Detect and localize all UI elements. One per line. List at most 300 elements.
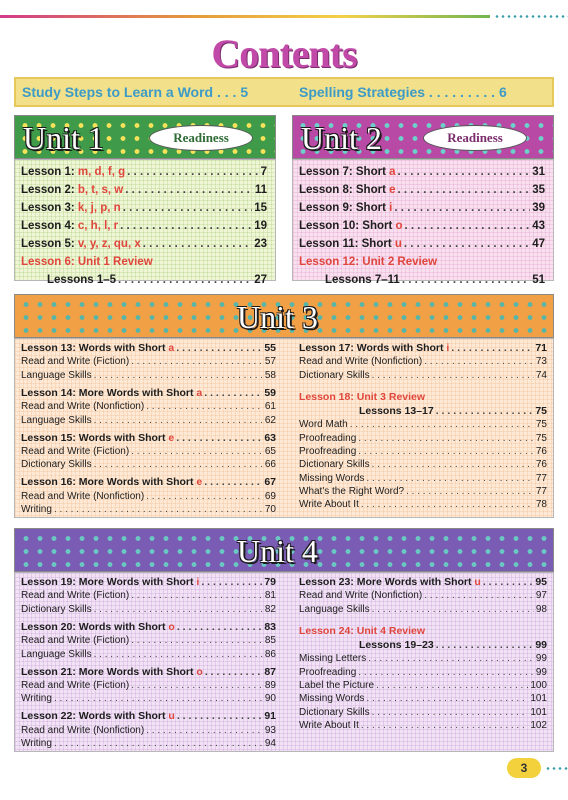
unit3-activity-row-text: Language Skills xyxy=(21,414,92,426)
unit3-activity-row[interactable] xyxy=(299,418,547,431)
unit-2-title: Unit 2 xyxy=(301,120,382,156)
unit2-lesson-row-page: 47 xyxy=(532,238,545,250)
unit2-lesson-row-page: 39 xyxy=(532,202,545,214)
unit3-activity-row-text: Read and Write (Nonfiction) xyxy=(21,490,145,502)
unit2-lesson-row-highlight: a xyxy=(389,166,396,178)
unit4-lesson-row-highlight: u xyxy=(168,710,175,723)
unit3-activity-row-page: 62 xyxy=(264,414,276,426)
unit3-activity-row-leader xyxy=(131,355,263,368)
unit4-lesson-row-page: 79 xyxy=(264,576,276,588)
unit1-lesson-row[interactable] xyxy=(21,163,267,181)
unit3-activity-row[interactable] xyxy=(21,445,276,458)
unit2-lesson-row-label xyxy=(299,235,402,253)
unit4-activity-row[interactable] xyxy=(299,692,547,705)
unit4-lesson-row-highlight: u xyxy=(474,576,481,588)
unit1-lesson-row-highlight: m, d, f, g xyxy=(77,166,126,178)
unit4-activity-row-leader xyxy=(424,589,534,602)
study-steps-entry[interactable]: Study Steps to Learn a Word . . . 5 xyxy=(22,84,249,100)
unit4-activity-row-page: 99 xyxy=(535,653,547,665)
unit3-activity-row-page: 73 xyxy=(535,356,547,368)
unit4-activity-row-label xyxy=(299,589,422,602)
unit1-lesson-row-text: Lesson 4: xyxy=(21,220,78,232)
unit4-lesson-row-highlight: i xyxy=(196,576,200,588)
unit4-lesson-row-page: 95 xyxy=(535,576,547,588)
unit4-activity-row[interactable] xyxy=(21,589,276,602)
unit4-lesson-row-highlight: o xyxy=(168,620,175,633)
unit4-activity-row-page: 82 xyxy=(264,603,276,615)
unit4-activity-row-leader xyxy=(368,652,534,665)
unit2-lesson-row-label xyxy=(299,217,403,235)
unit3-activity-row-label xyxy=(21,400,144,413)
unit4-activity-row-page: 102 xyxy=(530,720,547,732)
unit4-activity-row-text: Label the Picture xyxy=(299,679,375,691)
unit3-lesson-row-label xyxy=(21,342,174,355)
unit3-activity-row-text: Writing xyxy=(21,504,52,516)
unit2-lesson-row-text: Lesson 9: Short xyxy=(299,202,390,214)
unit4-activity-row-label xyxy=(299,603,370,616)
unit4-activity-row-leader xyxy=(54,737,263,750)
unit2-lesson-row[interactable] xyxy=(299,217,545,235)
unit1-lesson-row-text: Lesson 3: xyxy=(21,202,78,214)
unit4-activity-row-label xyxy=(21,679,129,692)
unit4-review-row[interactable] xyxy=(299,625,547,638)
unit3-review-row-label xyxy=(299,391,425,404)
unit-4-title: Unit 4 xyxy=(237,533,318,569)
unit4-activity-row-label xyxy=(21,737,52,750)
unit3-activity-row-leader xyxy=(146,400,263,413)
unit4-activity-row-label xyxy=(299,666,356,679)
unit4-activity-row[interactable] xyxy=(299,652,547,665)
unit4-activity-row-page: 93 xyxy=(264,724,276,736)
unit1-lesson-row[interactable] xyxy=(21,217,267,235)
unit4-lesson-row-page: 87 xyxy=(264,665,276,678)
unit4-activity-row[interactable] xyxy=(21,692,276,705)
unit3-activity-row-label xyxy=(299,485,404,498)
unit4-activity-row-text: Read and Write (Fiction) xyxy=(21,635,130,647)
unit-2-lessons xyxy=(299,163,545,289)
unit3-activity-row-label xyxy=(299,355,422,368)
unit4-activity-row[interactable] xyxy=(21,737,276,750)
unit-4-left-column xyxy=(21,576,276,750)
unit3-activity-row[interactable] xyxy=(299,432,547,445)
unit4-review-lessons-row[interactable] xyxy=(299,639,547,652)
unit4-activity-row-leader xyxy=(54,692,263,705)
unit1-lesson-row-leader xyxy=(143,235,252,253)
unit3-lesson-row-text: Lesson 14: More Words with Short xyxy=(21,386,197,399)
unit3-lesson-row-page: 63 xyxy=(264,431,276,444)
unit4-activity-row-label xyxy=(21,692,52,705)
unit4-activity-row-text: Missing Letters xyxy=(299,653,367,665)
unit2-lesson-row-leader xyxy=(398,163,531,181)
unit4-review-lessons-text: Lessons 19–23 xyxy=(359,638,434,651)
unit3-activity-row[interactable] xyxy=(299,355,547,368)
unit3-activity-row-text: Write About It xyxy=(299,499,359,511)
unit4-lesson-row[interactable] xyxy=(21,710,276,723)
unit4-activity-row-page: 100 xyxy=(530,679,547,691)
unit2-review-lessons-row[interactable] xyxy=(299,271,545,289)
unit-4-right-column xyxy=(299,576,547,732)
unit2-lesson-row-label xyxy=(299,199,392,217)
unit3-activity-row-label xyxy=(21,414,92,427)
unit4-activity-row[interactable] xyxy=(299,589,547,602)
unit-1-header xyxy=(14,115,276,159)
unit1-lesson-row-page: 15 xyxy=(254,202,267,214)
unit3-activity-row[interactable] xyxy=(21,369,276,382)
unit3-activity-row-page: 65 xyxy=(264,445,276,457)
unit-3-panel xyxy=(14,338,554,518)
unit3-activity-row-label xyxy=(21,458,92,471)
unit1-lesson-row-leader xyxy=(127,163,258,181)
unit3-lesson-row-highlight: e xyxy=(196,476,203,489)
unit3-lesson-row[interactable] xyxy=(299,342,547,355)
unit2-lesson-row[interactable] xyxy=(299,163,545,181)
unit2-review-row[interactable] xyxy=(299,253,545,271)
unit3-activity-row[interactable] xyxy=(299,369,547,382)
unit3-lesson-row-page: 71 xyxy=(535,342,547,354)
unit4-activity-row-label xyxy=(299,706,370,719)
unit4-activity-row-leader xyxy=(361,719,528,732)
unit3-activity-row-text: Dictionary Skills xyxy=(299,459,370,471)
unit4-activity-row-page: 99 xyxy=(535,666,547,678)
unit4-activity-row[interactable] xyxy=(21,679,276,692)
unit3-review-lessons-text: Lessons 13–17 xyxy=(359,404,434,417)
unit4-lesson-row[interactable] xyxy=(21,666,276,679)
unit3-activity-row-label xyxy=(299,498,359,511)
unit2-lesson-row-text: Lesson 11: Short xyxy=(299,238,395,250)
unit3-activity-row[interactable] xyxy=(21,355,276,368)
unit4-activity-row-page: 101 xyxy=(530,693,547,705)
unit-3-left-column xyxy=(21,342,276,516)
unit3-activity-row-page: 76 xyxy=(535,459,547,471)
unit3-activity-row-leader xyxy=(372,458,534,471)
unit-1-title: Unit 1 xyxy=(23,120,104,156)
unit2-review-lessons-leader xyxy=(402,271,530,289)
unit-1-readiness-badge: Readiness xyxy=(149,125,253,151)
unit2-review-lessons-text: Lessons 7–11 xyxy=(325,274,400,286)
unit3-lesson-row-page: 67 xyxy=(264,476,276,489)
unit3-activity-row-leader xyxy=(406,485,534,498)
unit3-activity-row-leader xyxy=(94,458,263,471)
unit1-lesson-row-page: 19 xyxy=(254,220,267,232)
unit2-lesson-row[interactable] xyxy=(299,199,545,217)
unit4-activity-row[interactable] xyxy=(299,679,547,692)
unit4-review-lessons-leader xyxy=(436,639,534,652)
unit4-lesson-row-text: Lesson 23: More Words with Short xyxy=(299,576,475,588)
unit3-activity-row-page: 75 xyxy=(535,432,547,444)
unit2-lesson-row-leader xyxy=(405,217,531,235)
unit3-activity-row-text: Read and Write (Fiction) xyxy=(21,445,130,457)
unit3-activity-row-page: 77 xyxy=(535,472,547,484)
unit3-activity-row-label xyxy=(21,445,129,458)
unit2-lesson-row-leader xyxy=(394,199,530,217)
unit4-activity-row[interactable] xyxy=(21,724,276,737)
unit4-activity-row[interactable] xyxy=(21,648,276,661)
unit3-lesson-row-label xyxy=(299,342,449,355)
unit3-activity-row-leader xyxy=(94,414,263,427)
unit2-lesson-row-page: 35 xyxy=(532,184,545,196)
unit2-lesson-row-leader xyxy=(398,181,531,199)
unit3-activity-row-page: 61 xyxy=(264,401,276,413)
unit4-activity-row-leader xyxy=(131,679,263,692)
unit3-lesson-row-text: Lesson 15: Words with Short xyxy=(21,431,169,444)
unit4-activity-row-leader xyxy=(146,724,263,737)
unit3-activity-row-text: Dictionary Skills xyxy=(21,459,92,471)
unit3-activity-row-page: 66 xyxy=(264,459,276,471)
unit4-review-lessons-page: 99 xyxy=(535,638,547,651)
unit4-activity-row-text: Read and Write (Nonfiction) xyxy=(299,590,423,602)
unit1-lesson-row-highlight: v, y, z, qu, x xyxy=(77,238,141,250)
unit3-activity-row-text: Language Skills xyxy=(21,369,92,381)
unit3-activity-row[interactable] xyxy=(21,400,276,413)
unit1-lesson-row-highlight: c, h, l, r xyxy=(77,220,119,232)
unit1-lesson-row-label xyxy=(21,181,123,199)
unit1-review-lessons-page: 27 xyxy=(254,274,267,286)
unit4-activity-row-text: Proofreading xyxy=(299,666,357,678)
unit1-lesson-row-leader xyxy=(120,217,252,235)
unit1-lesson-row-page: 23 xyxy=(254,238,267,250)
unit4-activity-row[interactable] xyxy=(299,666,547,679)
unit4-activity-row-page: 90 xyxy=(264,693,276,705)
unit1-lesson-row-label xyxy=(21,163,125,181)
unit4-review-row-label xyxy=(299,625,425,638)
unit1-review-row-label xyxy=(21,253,153,271)
unit2-lesson-row[interactable] xyxy=(299,181,545,199)
unit1-lesson-row-text: Lesson 1: xyxy=(21,166,78,178)
unit-3-title: Unit 3 xyxy=(237,299,318,335)
unit3-lesson-row-label xyxy=(21,387,202,400)
unit3-lesson-row-highlight: i xyxy=(446,342,450,354)
unit2-lesson-row[interactable] xyxy=(299,235,545,253)
unit4-lesson-row[interactable] xyxy=(21,576,276,589)
unit4-activity-row[interactable] xyxy=(299,603,547,616)
unit3-lesson-row-page: 59 xyxy=(264,386,276,399)
unit4-activity-row-leader xyxy=(131,589,263,602)
unit1-lesson-row-label xyxy=(21,217,118,235)
page-number: 3 xyxy=(507,758,541,778)
unit4-activity-row-leader xyxy=(94,648,263,661)
unit4-lesson-row-leader xyxy=(177,710,262,723)
unit4-activity-row-label xyxy=(299,652,366,665)
unit4-lesson-row[interactable] xyxy=(299,576,547,589)
unit3-activity-row-leader xyxy=(358,432,534,445)
unit4-activity-row-text: Read and Write (Fiction) xyxy=(21,590,130,602)
unit4-lesson-row-label xyxy=(299,576,481,589)
unit-1-lessons xyxy=(21,163,267,289)
unit3-activity-row-leader xyxy=(54,503,263,516)
unit3-activity-row-leader xyxy=(361,498,534,511)
unit3-activity-row-label xyxy=(299,369,370,382)
unit4-activity-row-leader xyxy=(372,706,529,719)
study-strip xyxy=(14,77,554,107)
unit4-activity-row-leader xyxy=(372,603,534,616)
unit3-lesson-row[interactable] xyxy=(21,476,276,489)
unit3-activity-row-page: 74 xyxy=(535,369,547,381)
unit1-lesson-row-page: 7 xyxy=(260,166,267,178)
unit2-lesson-row-text: Lesson 10: Short xyxy=(299,220,396,232)
unit3-activity-row[interactable] xyxy=(299,485,547,498)
unit4-lesson-row-label xyxy=(21,710,175,723)
unit3-activity-row-page: 69 xyxy=(264,490,276,502)
unit-1-panel xyxy=(14,159,276,286)
unit4-activity-row-text: Write About It xyxy=(299,720,359,732)
unit3-activity-row-text: Missing Words xyxy=(299,472,365,484)
unit3-lesson-row-highlight: e xyxy=(168,431,175,444)
unit3-activity-row[interactable] xyxy=(299,458,547,471)
unit3-lesson-row-label xyxy=(21,432,174,445)
unit4-activity-row[interactable] xyxy=(299,719,547,732)
unit4-lesson-row-label xyxy=(21,576,199,589)
unit1-lesson-row-page: 11 xyxy=(254,184,267,196)
unit3-activity-row-label xyxy=(299,445,356,458)
unit3-lesson-row-highlight: a xyxy=(196,386,203,399)
unit2-lesson-row-leader xyxy=(404,235,530,253)
unit3-activity-row-leader xyxy=(366,472,533,485)
unit3-activity-row[interactable] xyxy=(21,414,276,427)
unit4-lesson-row-text: Lesson 20: Words with Short xyxy=(21,620,169,633)
unit3-lesson-row[interactable] xyxy=(21,432,276,445)
unit3-activity-row-label xyxy=(299,472,364,485)
unit4-activity-row-label xyxy=(21,634,129,647)
unit3-activity-row-label xyxy=(299,432,356,445)
unit-3-right-column xyxy=(299,342,547,512)
unit1-lesson-row-label xyxy=(21,199,121,217)
unit3-activity-row-label xyxy=(21,369,92,382)
unit4-activity-row-label xyxy=(21,648,92,661)
unit3-activity-row-text: Read and Write (Nonfiction) xyxy=(299,356,423,368)
unit3-activity-row-label xyxy=(21,355,129,368)
unit1-review-lessons-row[interactable] xyxy=(21,271,267,289)
unit3-activity-row-page: 57 xyxy=(264,356,276,368)
unit1-lesson-row-label xyxy=(21,235,141,253)
unit4-lesson-row-text: Lesson 22: Words with Short xyxy=(21,710,169,723)
unit3-activity-row-text: Read and Write (Nonfiction) xyxy=(21,401,145,413)
unit3-activity-row[interactable] xyxy=(21,503,276,516)
unit3-review-lessons-page: 75 xyxy=(535,404,547,417)
unit3-lesson-row-highlight: a xyxy=(168,342,175,354)
unit3-lesson-row-leader xyxy=(451,342,533,355)
unit4-activity-row-text: Writing xyxy=(21,693,52,705)
unit3-activity-row-text: What's the Right Word? xyxy=(299,486,405,498)
unit1-review-lessons-leader xyxy=(118,271,252,289)
unit4-lesson-row-leader xyxy=(205,666,262,679)
unit2-lesson-row-highlight: o xyxy=(395,220,403,232)
unit3-activity-row-label xyxy=(299,418,348,431)
unit3-activity-row-page: 70 xyxy=(264,504,276,516)
unit2-review-lessons-page: 51 xyxy=(532,274,545,286)
unit4-review-row-text: Lesson 24: Unit 4 Review xyxy=(299,625,426,638)
unit1-lesson-row-highlight: b, t, s, w xyxy=(77,184,124,196)
unit-3-header xyxy=(14,294,554,338)
unit2-lesson-row-highlight: i xyxy=(389,202,393,214)
unit3-lesson-row-page: 55 xyxy=(264,342,276,354)
unit4-activity-row[interactable] xyxy=(21,603,276,616)
unit4-activity-row-page: 101 xyxy=(530,706,547,718)
unit1-lesson-row-text: Lesson 5: xyxy=(21,238,78,250)
unit3-activity-row-page: 58 xyxy=(264,369,276,381)
unit4-activity-row-page: 97 xyxy=(535,590,547,602)
unit3-activity-row-page: 76 xyxy=(535,445,547,457)
unit3-activity-row-leader xyxy=(146,490,263,503)
unit4-activity-row-text: Read and Write (Fiction) xyxy=(21,679,130,691)
unit3-activity-row-label xyxy=(21,490,144,503)
unit3-activity-row-leader xyxy=(372,369,534,382)
unit4-activity-row-page: 81 xyxy=(264,590,276,602)
unit4-activity-row[interactable] xyxy=(299,706,547,719)
unit3-activity-row-text: Word Math xyxy=(299,419,348,431)
page-number-dots xyxy=(545,767,568,770)
unit4-activity-row-label xyxy=(299,719,359,732)
unit4-activity-row-page: 89 xyxy=(264,679,276,691)
unit3-lesson-row-leader xyxy=(176,432,262,445)
unit1-lesson-row[interactable] xyxy=(21,235,267,253)
unit4-activity-row-label xyxy=(21,603,92,616)
unit3-activity-row[interactable] xyxy=(299,498,547,511)
unit4-lesson-row[interactable] xyxy=(21,621,276,634)
unit4-activity-row-text: Dictionary Skills xyxy=(21,603,92,615)
unit3-review-row[interactable] xyxy=(299,391,547,404)
unit3-activity-row-leader xyxy=(350,418,534,431)
unit1-lesson-row[interactable] xyxy=(21,199,267,217)
unit3-lesson-row[interactable] xyxy=(21,387,276,400)
unit3-activity-row-text: Proofreading xyxy=(299,432,357,444)
unit3-review-row-text: Lesson 18: Unit 3 Review xyxy=(299,391,426,404)
unit3-activity-row-text: Proofreading xyxy=(299,445,357,457)
unit3-lesson-row-text: Lesson 13: Words with Short xyxy=(21,342,169,354)
unit4-activity-row-label xyxy=(299,692,364,705)
unit-4-header xyxy=(14,528,554,572)
unit2-review-row-label xyxy=(299,253,437,271)
unit4-activity-row-label xyxy=(21,589,129,602)
unit4-lesson-row-page: 83 xyxy=(264,620,276,633)
unit1-lesson-row-leader xyxy=(123,199,253,217)
unit4-lesson-row-label xyxy=(21,666,203,679)
unit2-lesson-row-page: 43 xyxy=(532,220,545,232)
unit-4-panel xyxy=(14,572,554,752)
unit3-activity-row[interactable] xyxy=(21,490,276,503)
unit4-activity-row-label xyxy=(21,724,144,737)
unit3-activity-row-leader xyxy=(94,369,263,382)
unit1-lesson-row-leader xyxy=(125,181,253,199)
unit4-activity-row-text: Missing Words xyxy=(299,693,365,705)
unit3-activity-row[interactable] xyxy=(21,458,276,471)
unit2-lesson-row-highlight: e xyxy=(389,184,396,196)
spelling-strategies-entry[interactable]: Spelling Strategies . . . . . . . . . 6 xyxy=(299,84,507,100)
page-title: Contents xyxy=(211,31,357,76)
unit4-lesson-row-text: Lesson 19: More Words with Short xyxy=(21,576,197,588)
unit3-activity-row-page: 78 xyxy=(535,499,547,511)
unit3-lesson-row[interactable] xyxy=(21,342,276,355)
unit3-review-lessons-row[interactable] xyxy=(299,405,547,418)
unit4-activity-row[interactable] xyxy=(21,634,276,647)
unit3-lesson-row-text: Lesson 17: Words with Short xyxy=(299,342,447,354)
unit1-lesson-row[interactable] xyxy=(21,181,267,199)
unit4-activity-row-leader xyxy=(376,679,528,692)
unit4-activity-row-text: Writing xyxy=(21,738,52,750)
unit-2-readiness-badge: Readiness xyxy=(423,125,527,151)
unit4-activity-row-leader xyxy=(131,634,263,647)
unit4-activity-row-leader xyxy=(94,603,263,616)
unit3-lesson-row-leader xyxy=(204,387,262,400)
unit1-review-row[interactable] xyxy=(21,253,267,271)
unit4-activity-row-text: Language Skills xyxy=(21,648,92,660)
unit3-activity-row-text: Dictionary Skills xyxy=(299,369,370,381)
unit2-lesson-row-label xyxy=(299,163,396,181)
unit4-activity-row-text: Dictionary Skills xyxy=(299,706,370,718)
unit3-activity-row-text: Read and Write (Fiction) xyxy=(21,356,130,368)
unit3-activity-row[interactable] xyxy=(299,472,547,485)
unit4-lesson-row-label xyxy=(21,621,175,634)
unit3-activity-row[interactable] xyxy=(299,445,547,458)
